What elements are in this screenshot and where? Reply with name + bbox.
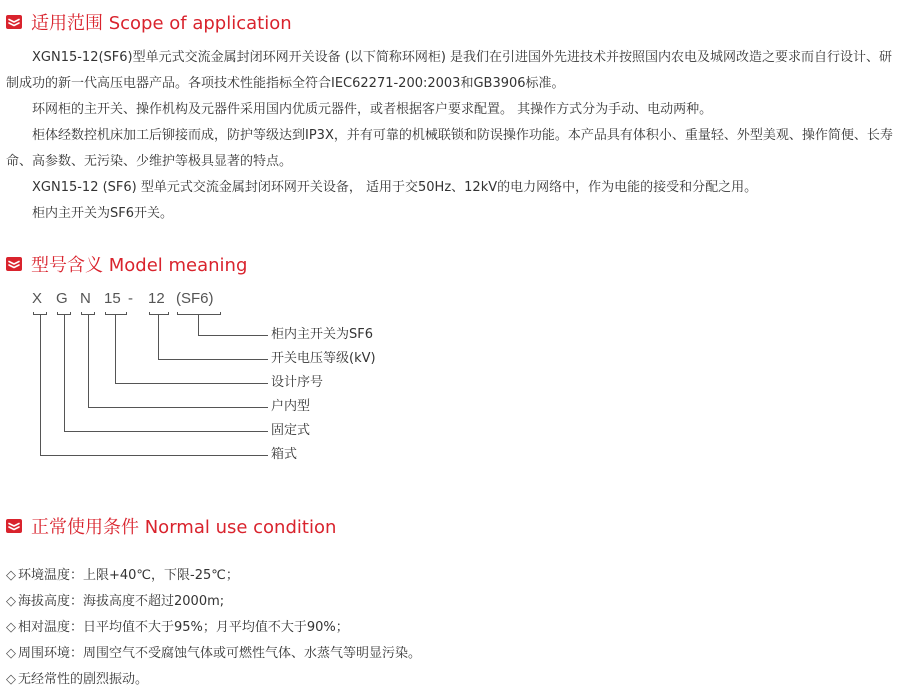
model-meaning-label: 柜内主开关为SF6	[271, 327, 374, 342]
model-meaning-label: 固定式	[271, 423, 311, 438]
condition-text: 无经常性的剧烈振动。	[18, 672, 149, 687]
condition-text: 周围环境：周围空气不受腐蚀气体或可燃性气体、水蒸气等明显污染。	[18, 646, 422, 661]
diamond-bullet-icon: ◇	[6, 672, 16, 687]
condition-text: 海拔高度：海拔高度不超过2000m;	[18, 594, 225, 609]
section-badge-icon	[6, 15, 22, 29]
conditions-list	[6, 563, 896, 693]
model-meaning-label: 开关电压等级(kV)	[271, 351, 376, 366]
list-item	[6, 667, 896, 693]
scope-paragraph: XGN15-12 (SF6) 型单元式交流金属封闭环网开关设备， 适用于交50Hz、12kV的电力网络中，作为电能的接受和分配之用。	[32, 180, 758, 195]
model-meaning-label: 户内型	[271, 399, 311, 414]
conditions-section-header	[6, 513, 336, 539]
model-section-header	[6, 251, 247, 277]
diamond-bullet-icon: ◇	[6, 620, 16, 635]
scope-title: 适用范围 Scope of application	[31, 13, 292, 34]
scope-paragraph: 柜内主开关为SF6开关。	[32, 206, 174, 221]
model-title: 型号含义 Model meaning	[31, 255, 248, 276]
model-code-part: X	[32, 290, 43, 307]
list-item	[6, 589, 896, 615]
scope-body	[6, 45, 896, 227]
list-item	[6, 615, 896, 641]
scope-paragraph: 环网柜的主开关、操作机构及元器件采用国内优质元器件，或者根据客户要求配置。 其操作方式分为手动、电动两种。	[32, 102, 713, 117]
condition-text: 环境温度：上限+40℃，下限-25℃；	[18, 568, 239, 583]
model-diagram	[0, 284, 460, 474]
section-badge-icon	[6, 257, 22, 271]
conditions-title: 正常使用条件 Normal use condition	[31, 517, 337, 538]
model-leader-lines	[0, 284, 460, 474]
diamond-bullet-icon: ◇	[6, 568, 16, 583]
scope-paragraph: 柜体经数控机床加工后铆接而成，防护等级达到IP3X，并有可靠的机械联锁和防误操作功能。本产品具有体积小、重量轻、外型美观、操作简便、长寿命、高参数、无污染、少维护等极具显著的特点。	[6, 128, 893, 169]
list-item	[6, 641, 896, 667]
model-code-part: N	[80, 290, 91, 307]
model-code-part: G	[56, 290, 68, 307]
diamond-bullet-icon: ◇	[6, 594, 16, 609]
scope-section-header	[6, 9, 292, 35]
section-badge-icon	[6, 519, 22, 533]
model-code-part: 12	[148, 290, 165, 307]
model-meaning-label: 设计序号	[271, 375, 324, 390]
scope-paragraph: XGN15-12(SF6)型单元式交流金属封闭环网开关设备 (以下简称环网柜) 是我们在引进国外先进技术并按照国内农电及城网改造之要求而自行设计、研制成功的新一代高压电器产品。各项技术性能指标全符合IEC62271-200:2003和GB3906标准。	[6, 50, 893, 91]
list-item	[6, 563, 896, 589]
model-code-part: (SF6)	[176, 290, 214, 307]
diamond-bullet-icon: ◇	[6, 646, 16, 661]
condition-text: 相对温度：日平均值不大于95%；月平均值不大于90%；	[18, 620, 349, 635]
model-meaning-label: 箱式	[271, 447, 298, 462]
model-code-part: -	[128, 290, 133, 307]
model-code-part: 15	[104, 290, 121, 307]
